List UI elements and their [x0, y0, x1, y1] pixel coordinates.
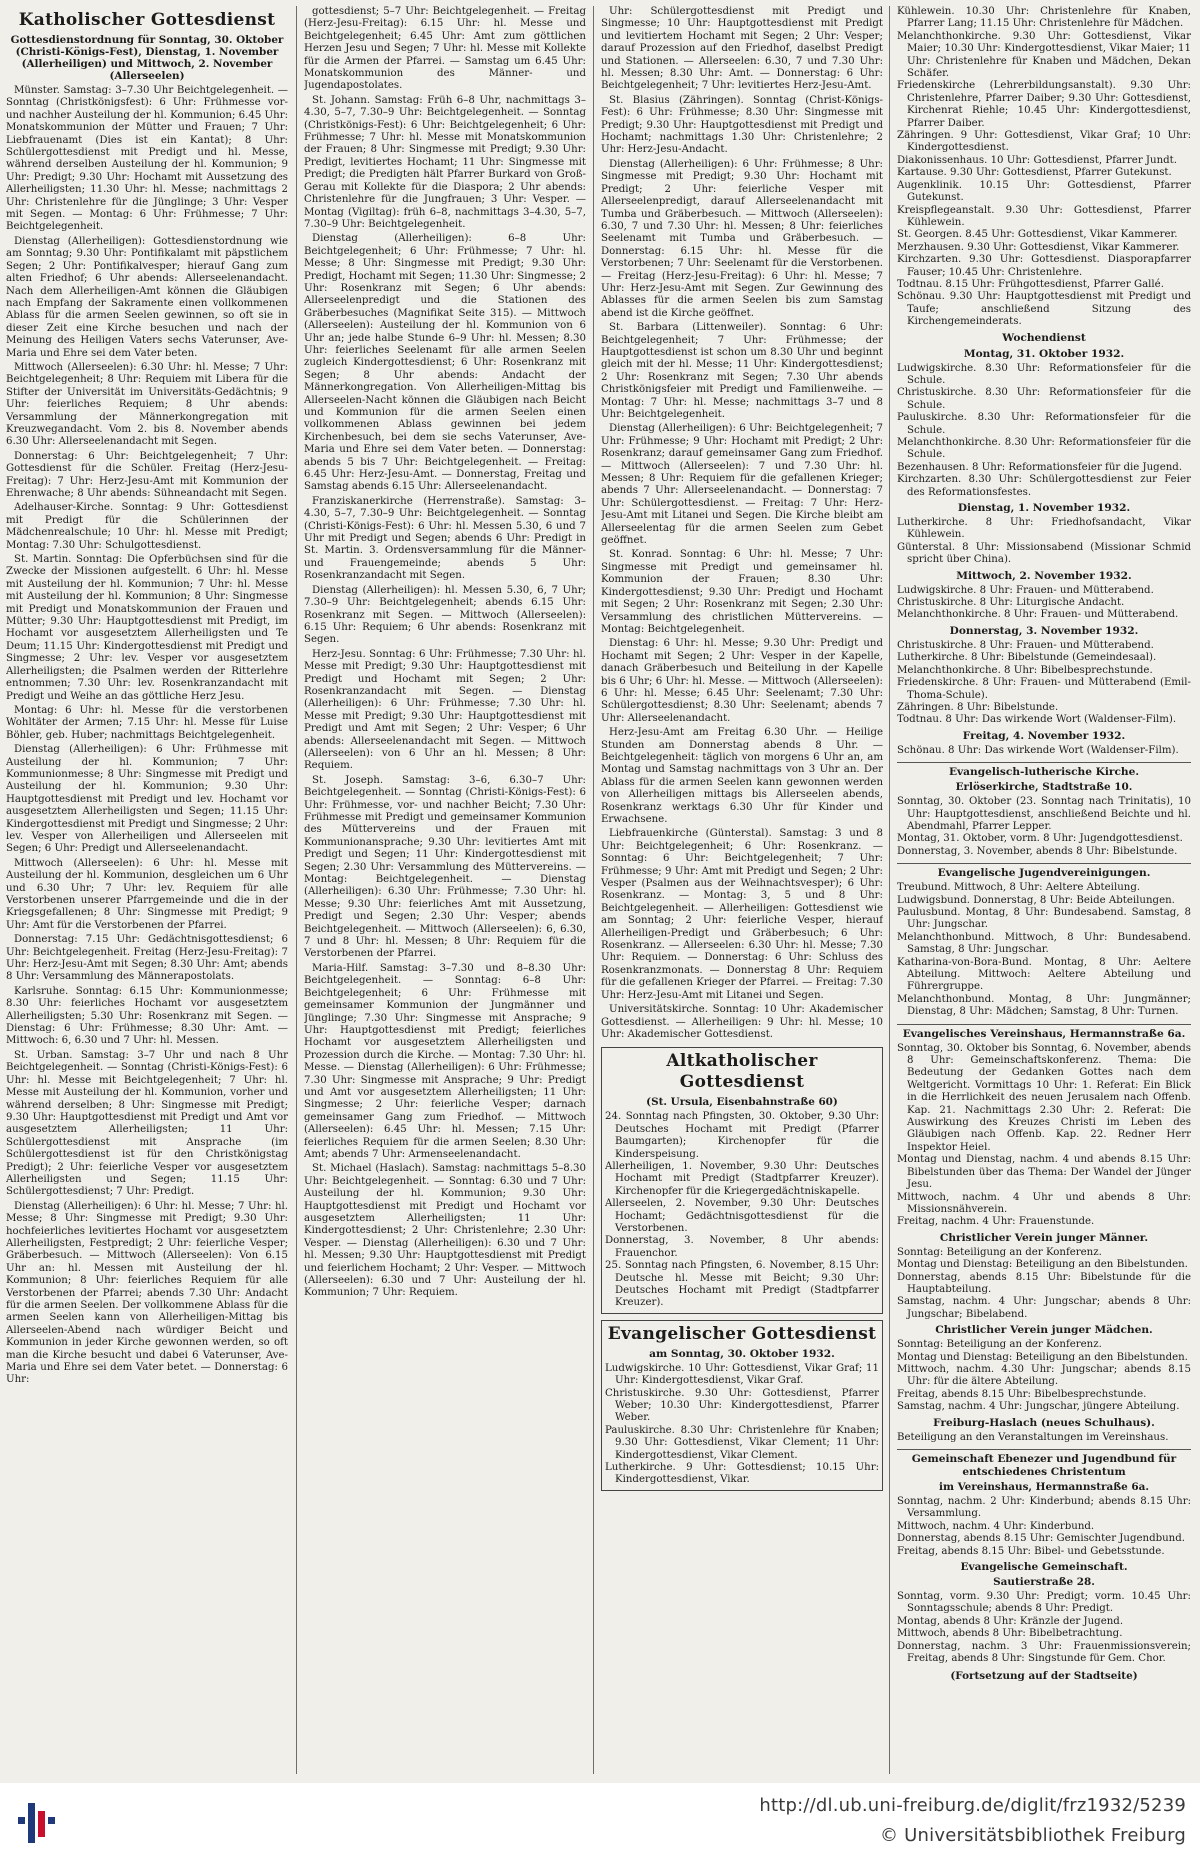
parish-paragraph: Dienstag (Allerheiligen): hl. Messen 5.30, 6, 7 Uhr; 7.30–9 Uhr: Beichtgelegenheit; abends 6.15 Uhr: Rosenkranz mit Segen. — Mittwoch (Allerseelen): 6.15 Uhr: Requiem; 6 Uhr abends: Rosenkranz mit Segen. — [304, 584, 586, 646]
service-entry: Augenklinik. 10.15 Uhr: Gottesdienst, Pfarrer Gutekunst. — [897, 179, 1191, 204]
old-catholic-box — [601, 1047, 883, 1314]
parish-paragraph: St. Barbara (Littenweiler). Sonntag: 6 Uhr: Beichtgelegenheit; 7 Uhr: Frühmesse; der Hauptgottesdienst ist schon um 8.30 Uhr und beginnt gleich mit der hl. Messe; 11 Uhr: Kindergottesdienst; 2 Uhr: Rosenkranz mit Segen; 7.30 Uhr abends Christkönigsfeier mit Predigt und Familienweihe. — Montag: 7 Uhr: hl. Messe; nachmittags 3–7 und 8 Uhr: Beichtgelegenheit. — [601, 322, 883, 420]
service-entry: Mittwoch, nachm. 4 Uhr und abends 8 Uhr: Missionsnähverein. — [897, 1191, 1191, 1215]
logo-block — [38, 1811, 45, 1837]
parish-paragraph: St. Martin. Sonntag: Die Opferbüchsen sind für die Zwecke der Missionen aufgestellt. 6 Uhr: hl. Messe mit Austeilung der hl. Kommunion; 7 Uhr: hl. Messe mit Austeilung der hl. Kommunion; 8 Uhr: Singmesse mit Predigt und Monatskommunion der Frauen und Mütter; 9.30 Uhr: Hauptgottesdienst mit Predigt, im Hochamt vor ausgesetztem Allerheiligsten und Te Deum; 11.15 Uhr: Kindergottesdienst mit Predigt und Singmesse; 2 Uhr: lev. Vesper vor ausgesetztem Allerheiligsten; die Psalmen werden der Ritterlehre entnommen; 7.30 Uhr: lev. Rosenkranzandacht mit Predigt und Weihe an das göttliche Herz Jesu. — [6, 554, 288, 702]
parish-paragraph: Dienstag (Allerheiligen): 6 Uhr: Beichtgelegenheit; 7 Uhr: Frühmesse; 9 Uhr: Hochamt mit Predigt; 2 Uhr: Rosenkranz; darauf gemeinsamer Gang zum Friedhof. — Mittwoch (Allerseelen): 7 und 7.30 Uhr: hl. Messen; 8 Uhr: Requiem für die gefallenen Krieger; abends 7 Uhr: Allerseelenandacht. — Donnerstag: 7 Uhr: Schülergottesdienst. — Freitag: 7 Uhr: Herz-Jesu-Amt mit Litanei und Segen. Die Kirche bleibt am Allerseelentag für die armen Seelen zum Gebet geöffnet. — [601, 423, 883, 547]
service-entry: Friedenskirche. 8 Uhr: Frauen- und Mütterabend (Emil-Thoma-Schule). — [897, 677, 1191, 701]
service-entry: Mittwoch, nachm. 4.30 Uhr: Jungschar; abends 8.15 Uhr: für die ältere Abteilung. — [897, 1363, 1191, 1388]
service-entry: Montag und Dienstag: Beteiligung an den Bibelstunden. — [897, 1259, 1188, 1271]
service-entry: Freitag, abends 8.15 Uhr: Bibelbesprechstunde. — [897, 1388, 1147, 1400]
service-entry: Freitag, nachm. 4 Uhr: Frauenstunde. — [897, 1216, 1095, 1228]
parish-paragraph: Dienstag (Allerheiligen): 6–8 Uhr: Beichtgelegenheit; 6 Uhr: Frühmesse; 7 Uhr: hl. Messe; 8 Uhr: Singmesse mit Predigt; 9.30 Uhr: Predigt, Hochamt mit Segen; 11.30 Uhr: Singmesse; 2 Uhr: Rosenkranz mit Segen; 6 Uhr abends: Allerseelenpredigt und die Stationen des Gräberbesuches (Magnifikat Seite 315). — Mittwoch (Allerseelen): Austeilung der hl. Kommunion von 6 Uhr an; jede halbe Stunde 6–9 Uhr: hl. Messen; 8.30 Uhr: feierliches Seelenamt für alle armen Seelen zugleich Kindergottesdienst; 6 Uhr: Rosenkranz mit Segen; 8 Uhr abends: Andacht der Männerkongregation. Von Allerheiligen-Mittag bis Allerseelen-Nacht können die Gläubigen nach Beicht und Kommunion für die armen Seelen einen vollkommenen Ablass gewinnen bei jedem Kirchenbesuch, bei dem sie sechs Vaterunser, Ave-Maria und Ehre sei dem Vater beten. — Donnerstag: abends 5 bis 7 Uhr: Beichtgelegenheit. — Freitag: 6.45 Uhr: Herz-Jesu-Amt. — Donnerstag, Freitag und Samstag abends 6.15 Uhr: Allerseelenandacht. — [304, 233, 586, 493]
parish-paragraph: Adelhauser-Kirche. Sonntag: 9 Uhr: Gottesdienst mit Predigt für die Schülerinnen der Mädchenrealschule; 10 Uhr: hl. Messe mit Predigt; Montag: 7.30 Uhr: Schulgottesdienst. — [6, 502, 288, 551]
service-entry: Melanchthonkirche. 8 Uhr: Frauen- und Mütterabend. — [897, 609, 1179, 621]
parish-paragraph: Maria-Hilf. Samstag: 3–7.30 und 8–8.30 Uhr: Beichtgelegenheit. — Sonntag: 6–8 Uhr: Beichtgelegenheit; 6 Uhr: Frühmesse mit gemeinsamer Kommunion der Jungmänner und Jünglinge; 7.30 Uhr: Singmesse mit Ansprache; 9 Uhr: Hauptgottesdienst mit Predigt; feierliches Hochamt vor ausgesetztem Allerheiligsten und Prozession durch die Kirche. — Montag: 7.30 Uhr: hl. Messe. — Dienstag (Allerheiligen): 6 Uhr: Frühmesse; 7.30 Uhr: Singmesse mit Ansprache; 9 Uhr: Predigt und Amt vor ausgesetztem Allerheiligsten; 11 Uhr: Singmesse; 2 Uhr: feierliche Vesper; darnach gemeinsamer Gang zum Friedhof. — Mittwoch (Allerseelen): 6.45 Uhr: hl. Messen; 7.15 Uhr: feierliches Requiem für die armen Seelen; 8.30 Uhr: Amt; abends 7 Uhr: Armenseelenandacht. — [304, 962, 586, 1160]
parish-paragraph: Herz-Jesu. Sonntag: 6 Uhr: Frühmesse; 7.30 Uhr: hl. Messe mit Predigt; 9.30 Uhr: Hauptgottesdienst mit Predigt und Hochamt mit Segen; 2 Uhr: Rosenkranzandacht mit Segen. — Dienstag (Allerheiligen): 6 Uhr: Frühmesse; 7.30 Uhr: hl. Messe mit Predigt; 9.30 Uhr: Hauptgottesdienst mit Predigt und Amt mit Segen; 2 Uhr: Vesper; 6 Uhr abends: Allerseelenandacht mit Segen. — Mittwoch (Allerseelen): von 6 Uhr an hl. Messen; 8 Uhr: Requiem. — [304, 648, 586, 772]
service-entry: Schönau. 8 Uhr: Das wirkende Wort (Waldenser-Film). — [897, 744, 1179, 756]
university-library-logo-icon — [16, 1797, 62, 1847]
parish-paragraph: Dienstag (Allerheiligen): 6 Uhr: hl. Messe; 7 Uhr: hl. Messe; 8 Uhr: Singmesse mit Predigt; 9.30 Uhr: hochfeierliches levitiertes Hochamt vor ausgesetztem Allerheiligsten, Festpredigt; 2 Uhr: feierliche Vesper; Gräberbesuch. — Mittwoch (Allerseelen): Von 6.15 Uhr an: hl. Messen mit Austeilung der hl. Kommunion; 8 Uhr: feierliches Requiem für alle Verstorbenen der Pfarrei; abends 7.30 Uhr: Andacht für die armen Seelen. Der vollkommene Ablass für die armen Seelen kann von Allerheiligen-Mittag bis Allerseelen-Abend nach würdiger Beicht und Kommunion in jeder Kirche gewonnen werden, so oft man die Kirche besucht und dabei 6 Vaterunser, Ave-Maria und Ehre sei dem Vater betet. — Donnerstag: 6 Uhr: — [6, 1200, 288, 1386]
youth-heading: Evangelische Jugendvereinigungen. — [897, 863, 1191, 880]
methodist-place: Sautierstraße 28. — [993, 1576, 1095, 1589]
service-entry: Zähringen. 8 Uhr: Bibelstunde. — [897, 701, 1059, 713]
parish-paragraph: Herz-Jesu-Amt am Freitag 6.30 Uhr. — Heilige Stunden am Donnerstag abends 8 Uhr. — Beichtgelegenheit: täglich von morgens 6 Uhr an, am Montag und Samstag nachmittags von 3 Uhr an. Der Ablass für die armen Seelen kann gewonnen werden von Allerheiligen mittags bis Allerseelen abends, Rosenkranz werktags 6.30 Uhr für Kinder und Erwachsene. — [601, 727, 883, 825]
column-rule — [889, 6, 890, 1774]
service-entry: Samstag, nachm. 4 Uhr: Jungschar; abends 8 Uhr: Jungschar; Bibelabend. — [897, 1296, 1191, 1320]
copyright-notice: © Universitätsbibliothek Freiburg — [880, 1825, 1186, 1846]
service-entry: Sonntag, vorm. 9.30 Uhr: Predigt; vorm. 10.45 Uhr: Sonntagsschule; abends 8 Uhr: Predigt. — [897, 1591, 1191, 1615]
service-entry: Kühlewein. 10.30 Uhr: Christenlehre für Knaben, Pfarrer Lang; 11.15 Uhr: Christenlehre für Mädchen. — [897, 6, 1191, 30]
service-entry: Sonntag: Beteiligung an der Konferenz. — [897, 1339, 1102, 1351]
service-entry: Günterstal. 8 Uhr: Missionsabend (Missionar Schmid spricht über China). — [897, 541, 1191, 566]
catholic-service-heading: Katholischer Gottesdienst — [18, 10, 276, 30]
service-entry: Todtnau. 8 Uhr: Das wirkende Wort (Waldenser-Film). — [897, 714, 1177, 726]
service-entry: Christuskirche. 8.30 Uhr: Reformationsfeier für die Schule. — [897, 387, 1191, 411]
service-entry: Donnerstag, abends 8.15 Uhr: Gemischter Jugendbund. — [897, 1533, 1185, 1545]
permalink-url[interactable]: http://dl.ub.uni-freiburg.de/diglit/frz1932/5239 — [759, 1795, 1186, 1816]
service-entry: 24. Sonntag nach Pfingsten, 30. Oktober, 9.30 Uhr: Deutsches Hochamt mit Predigt (Pfarrer Baumgarten); Kirchenopfer für die Kinderspeisung. — [605, 1111, 879, 1160]
service-entry: Sonntag, 30. Oktober (23. Sonntag nach Trinitatis), 10 Uhr: Hauptgottesdienst, anschließend Beichte und hl. Abendmahl, Pfarrer Lepper. — [897, 796, 1191, 832]
service-entry: Lutherkirche. 8 Uhr: Bibelstunde (Gemeindesaal). — [897, 652, 1157, 664]
parish-paragraph: Mittwoch (Allerseelen): 6.30 Uhr: hl. Messe; 7 Uhr: Beichtgelegenheit; 8 Uhr: Requiem mit Libera für die Stifter der Universität im Universitäts-Gedächtnis; 9 Uhr: feierliches Requiem; 8 Uhr abends: Versammlung der Männerkongregation mit Kreuzwegandacht. Vom 2. bis 8. November abends 6.30 Uhr: Allerseelenandacht mit Segen. — [6, 361, 288, 448]
week-date: Montag, 31. Oktober 1932. — [963, 347, 1125, 360]
service-entry: Montag und Dienstag: Beteiligung an den Bibelstunden. — [897, 1351, 1188, 1363]
service-entry: Kirchzarten. 9.30 Uhr: Gottesdienst. Diasporapfarrer Fauser; 10.45 Uhr: Christenlehre. — [897, 254, 1191, 278]
service-entry: Treubund. Mittwoch, 8 Uhr: Aeltere Abteilung. — [897, 882, 1141, 894]
service-entry: Donnerstag, 3. November, abends 8 Uhr: Bibelstunde. — [897, 845, 1178, 857]
logo-block — [28, 1803, 35, 1843]
service-entry: Donnerstag, 3. November, 8 Uhr abends: Frauenchor. — [605, 1235, 879, 1259]
service-entry: Christuskirche. 9.30 Uhr: Gottesdienst, Pfarrer Weber; 10.30 Uhr: Kindergottesdienst, Pfarrer Weber. — [605, 1387, 879, 1424]
service-entry: Melanchthonkirche. 8.30 Uhr: Reformationsfeier für die Schule. — [897, 437, 1191, 461]
parish-paragraph: Mittwoch (Allerseelen): 6 Uhr: hl. Messe mit Austeilung der hl. Kommunion, desgleichen um 6 Uhr und 6.30 Uhr; 7 Uhr: lev. Requiem für alle Verstorbenen unserer Pfarrgemeinde und die in der Kriegsgefallenen; 8 Uhr: Singmesse mit Predigt; 9 Uhr: Amt für die Verstorbenen der Pfarrei. — [6, 857, 288, 931]
service-entry: Pauluskirche. 8.30 Uhr: Christenlehre für Knaben; 9.30 Uhr: Gottesdienst, Vikar Clement; 11 Uhr: Kindergottesdienst, Vikar Clement. — [605, 1424, 879, 1461]
service-entry: Melanchthonkirche. 8 Uhr: Bibelbesprechstunde. — [897, 664, 1153, 676]
parish-paragraph: St. Urban. Samstag: 3–7 Uhr und nach 8 Uhr Beichtgelegenheit. — Sonntag (Christi-Königs-Fest): 6 Uhr: hl. Messe mit Beichtgelegenheit; 7 Uhr: hl. Messe mit Austeilung der hl. Kommunion, vorher und während derselben; 8 Uhr: Singmesse mit Predigt; 9.30 Uhr: Hauptgottesdienst mit Predigt und Amt vor ausgesetztem Allerheiligsten; 11 Uhr: Schülergottesdienst mit Ansprache (im Schülergottesdienst ist für den Christkönigstag Predigt); 2 Uhr: feierliche Vesper vor ausgesetztem Allerheiligsten und Segen; 11.15 Uhr: Schülergottesdienst; 7 Uhr: Predigt. — [6, 1049, 288, 1198]
service-entry: Lutherkirche. 8 Uhr: Friedhofsandacht, Vikar Kühlewein. — [897, 517, 1191, 541]
service-entry: Kreispflegeanstalt. 9.30 Uhr: Gottesdienst, Pfarrer Kühlewein. — [897, 204, 1191, 228]
catholic-service-subtitle: Gottesdienstordnung für Sonntag, 30. Oktober (Christi-Königs-Fest), Dienstag, 1. November (Allerheiligen) und Mittwoch, 2. November (Allerseelen) — [10, 34, 284, 82]
service-entry: Donnerstag, nachm. 3 Uhr: Frauenmissionsverein; Freitag, abends 8 Uhr: Singstunde für Gem. Chor. — [897, 1640, 1191, 1665]
service-entry: Sonntag, 30. Oktober bis Sonntag, 6. November, abends 8 Uhr: Gemeinschaftskonferenz. Thema: Die Bedeutung der Gedanken Gottes nach dem Weltgericht. Vormittags 10 Uhr: 1. Referat: Ein Blick in die Herrlichkeit des neuen Jerusalem nach Offenb. Kap. 21. Nachmittags 2.30 Uhr: 2. Referat: Die Auswirkung des Kreuzes Christi im Leben des Gläubigen nach Offenb. Kap. 22. Redner Herr Inspektor Heiel. — [897, 1042, 1191, 1153]
parish-paragraph: Münster. Samstag: 3–7.30 Uhr Beichtgelegenheit. — Sonntag (Christkönigsfest): 6 Uhr: Frühmesse vor- und nachher Austeilung der hl. Kommunion; 6.45 Uhr: Monatskommunion der Mütter und Frauen; 7 Uhr: Liebfrauenamt (Dies ist ein Kantat); 8 Uhr: Schülergottesdienst mit Predigt und hl. Messe, während derselben Austeilung der hl. Kommunion; 9 Uhr: Predigt; 9.30 Uhr: Hochamt mit Aussetzung des Allerheiligsten; 11.30 Uhr: hl. Messe; nachmittags 2 Uhr: Christenlehre für die Jünglinge; 3 Uhr: Vesper mit Segen. — Montag: 6 Uhr: Frühmesse; 7 Uhr: Beichtgelegenheit. — [6, 85, 288, 233]
protestant-box — [601, 1320, 883, 1491]
old-catholic-place: (St. Ursula, Eisenbahnstraße 60) — [646, 1096, 838, 1109]
parish-paragraph: Franziskanerkirche (Herrenstraße). Samstag: 3–4.30, 5–7, 7.30–9 Uhr: Beichtgelegenheit. — Sonntag (Christi-Königs-Fest): 6 Uhr: hl. Messen 5.30, 6 und 7 Uhr mit Predigt und Segen; abends 6 Uhr: Predigt in St. Martin. 3. Ordensversammlung für die Männer- und Frauengemeinde; abends 5 Uhr: Rosenkranzandacht mit Segen. — [304, 495, 586, 582]
parish-paragraph: St. Blasius (Zähringen). Sonntag (Christ-Königs-Fest): 6 Uhr: Frühmesse; 8.30 Uhr: Singmesse mit Predigt; 9.30 Uhr: Hauptgottesdienst mit Predigt und Hochamt; nachmittags 1.30 Uhr: Christenlehre; 2 Uhr: Herz-Jesu-Andacht. — [601, 94, 883, 156]
parish-paragraph: Liebfrauenkirche (Günterstal). Samstag: 3 und 8 Uhr: Beichtgelegenheit; 6 Uhr: Rosenkranz. — Sonntag: 6 Uhr: Beichtgelegenheit; 7 Uhr: Frühmesse; 9 Uhr: Amt mit Predigt und Segen; 2 Uhr: Vesper (Psalmen aus der Weihnachtsvesper); 6 Uhr: Rosenkranz. — Montag: 3, 5 und 8 Uhr: Beichtgelegenheit. — Allerheiligen: Gottesdienst wie am Sonntag; 2 Uhr: feierliche Vesper, hierauf Allerheiligen-Predigt und Gräberbesuch; 6 Uhr: Rosenkranz. — Allerseelen: 6.30 Uhr: hl. Messe; 7.30 Uhr: Requiem. — Donnerstag: 6 Uhr: Schluss des Rosenkranzmonats. — Donnerstag 8 Uhr: Requiem für die gefallenen Krieger der Pfarrei. — Freitag: 7.30 Uhr: Herz-Jesu-Amt mit Litanei und Segen. — [601, 828, 883, 1001]
service-entry: Bezenhausen. 8 Uhr: Reformationsfeier für die Jugend. — [897, 461, 1183, 473]
service-entry: Pauluskirche. 8.30 Uhr: Reformationsfeier für die Schule. — [897, 412, 1191, 436]
parish-paragraph: Dienstag: 6 Uhr: hl. Messe; 9.30 Uhr: Predigt und Hochamt mit Segen; 2 Uhr: Vesper in der Kapelle, danach Gräberbesuch und Beiteilung in der Kapelle bis 6 Uhr; 6 Uhr: hl. Messe. — Mittwoch (Allerseelen): 6 Uhr: hl. Messe; 6.45 Uhr: Seelenamt; 7.30 Uhr: Schülergottesdienst; 8.30 Uhr: Seelenamt; abends 7 Uhr: Allerseelenandacht. — [601, 638, 883, 724]
service-entry: Christuskirche. 8 Uhr: Frauen- und Mütterabend. — [897, 639, 1154, 651]
service-entry: Merzhausen. 9.30 Uhr: Gottesdienst, Vikar Kammerer. — [897, 241, 1180, 253]
parish-paragraph: St. Johann. Samstag: Früh 6–8 Uhr, nachmittags 3–4.30, 5–7, 7.30–9 Uhr: Beichtgelegenheit. — Sonntag (Christkönigs-Fest): 6 Uhr: Beichtgelegenheit; 6 Uhr: Frühmesse; 7 Uhr: hl. Messe mit Monatskommunion der Frauen; 8 Uhr: Singmesse mit Predigt; 9.30 Uhr: Predigt, levitiertes Hochamt; 11 Uhr: Singmesse mit Predigt; die Predigten hält Pfarrer Burkard von Groß-Gerau mit Kollekte für die Diaspora; 2 Uhr abends: Christenlehre für die Jungfrauen; 3 Uhr: Vesper. — Montag (Vigiltag): früh 6–8, nachmittags 3–4.30, 5–7, 7.30–9 Uhr: Beichtgelegenheit. — [304, 94, 586, 230]
service-entry: Lutherkirche. 9 Uhr: Gottesdienst; 10.15 Uhr: Kindergottesdienst, Vikar. — [605, 1462, 879, 1486]
vereinshaus-heading: Evangelisches Vereinshaus, Hermannstraße 6a. — [897, 1024, 1191, 1041]
service-entry: Zähringen. 9 Uhr: Gottesdienst, Vikar Graf; 10 Uhr: Kindergottesdienst. — [897, 130, 1191, 154]
service-entry: Sonntag, nachm. 2 Uhr: Kinderbund; abends 8.15 Uhr: Versammlung. — [897, 1496, 1191, 1520]
column-3 — [601, 6, 883, 1774]
service-entry: Melanchthonbund. Mittwoch, 8 Uhr: Bundesabend. Samstag, 8 Uhr: Jungschar. — [897, 931, 1191, 956]
service-entry: Kirchzarten. 8.30 Uhr: Schülergottesdienst zur Feier des Reformationsfestes. — [897, 474, 1191, 498]
service-entry: Mittwoch, nachm. 4 Uhr: Kinderbund. — [897, 1520, 1095, 1532]
parish-paragraph: Dienstag (Allerheiligen): Gottesdienstordnung wie am Sonntag; 9.30 Uhr: Pontifikalamt mit päpstlichem Segen; 2 Uhr: Pontifikalvesper; hierauf Gang zum alten Friedhof; 6 Uhr abends: Allerseelenandacht. Nach dem Allerheiligen-Amt können die Gläubigen nach Empfang der Sakramente einen vollkommenen Ablass für die armen Seelen gewinnen, so oft sie in dieser Zeit eine Kirche besuchen und nach der Meinung des Heiligen Vaters sechs Vaterunser, Ave-Maria und Ehre sei dem Vater beten. — [6, 235, 288, 359]
column-4 — [897, 6, 1191, 1774]
logo-block — [18, 1817, 25, 1824]
service-entry: Diakonissenhaus. 10 Uhr: Gottesdienst, Pfarrer Jundt. — [897, 154, 1177, 166]
service-entry: Allerseelen, 2. November, 9.30 Uhr: Deutsches Hochamt; Gedächtnisgottesdienst für die Verstorbenen. — [605, 1198, 879, 1234]
service-entry: Schönau. 9.30 Uhr: Hauptgottesdienst mit Predigt und Taufe; anschließend Sitzung des Kirchengemeinderats. — [897, 291, 1191, 328]
parish-paragraph: Donnerstag: 6 Uhr: Beichtgelegenheit; 7 Uhr: Gottesdienst für die Schüler. Freitag (Herz-Jesu-Freitag): 7 Uhr: Herz-Jesu-Amt mit Kommunion der Ehrenwache; 8 Uhr abends: Sühneandacht mit Segen. — [6, 450, 288, 499]
lutheran-heading: Evangelisch-lutherische Kirche. — [897, 762, 1191, 779]
service-entry: Paulusbund. Montag, 8 Uhr: Bundesabend. Samstag, 8 Uhr: Jungschar. — [897, 906, 1191, 931]
ec-heading: Gemeinschaft Ebenezer und Jugendbund für entschiedenes Christentum — [897, 1449, 1191, 1479]
service-entry: Ludwigsbund. Donnerstag, 8 Uhr: Beide Abteilungen. — [897, 894, 1175, 906]
service-entry: Montag, 31. Oktober, vorm. 8 Uhr: Jugendgottesdienst. — [897, 833, 1183, 845]
parish-paragraph: St. Konrad. Sonntag: 6 Uhr: hl. Messe; 7 Uhr: Singmesse mit Predigt und gemeinsamer hl. Kommunion der Frauen; 8.30 Uhr: Kindergottesdienst; 9.30 Uhr: Predigt und Hochamt mit Segen; 2 Uhr: Rosenkranz mit Segen; 2.30 Uhr: Versammlung des christlichen Müttervereins. — Montag: Beichtgelegenheit. — [601, 549, 883, 635]
service-entry: Melanchthonbund. Montag, 8 Uhr: Jungmänner; Dienstag, 8 Uhr: Mädchen; Samstag, 8 Uhr: Turnen. — [897, 993, 1191, 1018]
parish-paragraph: St. Joseph. Samstag: 3–6, 6.30–7 Uhr: Beichtgelegenheit. — Sonntag (Christi-Königs-Fest): 6 Uhr: Frühmesse, vor- und nachher Beicht; 7.30 Uhr: Frühmesse mit Predigt und gemeinsamer Kommunion des Müttervereins und der Frauen mit Kommunionansprache; 9.30 Uhr: levitiertes Amt mit Predigt und Segen; 11 Uhr: Kindergottesdienst mit Segen; 2.30 Uhr: Versammlung des Müttervereins. — Montag: Beichtgelegenheit. — Dienstag (Allerheiligen): 6.30 Uhr: Frühmesse; 7.30 Uhr: hl. Messe; 9.30 Uhr: feierliches Amt mit Aussetzung, Predigt und Segen; 2.30 Uhr: Vesper; abends Beichtgelegenheit. — Mittwoch (Allerseelen): 6, 6.30, 7 und 8 Uhr: hl. Messen; 8 Uhr: Requiem für die Verstorbenen der Pfarrei. — [304, 774, 586, 960]
parish-paragraph: Montag: 6 Uhr: hl. Messe für die verstorbenen Wohltäter der Armen; 7.15 Uhr: hl. Messe für Luise Böhler, geb. Huber; nachmittags Beichtgelegenheit. — [6, 704, 288, 741]
week-heading: Wochendienst — [1002, 331, 1086, 344]
lutheran-place: Erlöserkirche, Stadtstraße 10. — [955, 781, 1133, 794]
logo-block — [48, 1817, 55, 1824]
week-date: Dienstag, 1. November 1932. — [957, 502, 1131, 515]
service-entry: Todtnau. 8.15 Uhr: Frühgottesdienst, Pfarrer Gallé. — [897, 278, 1164, 290]
service-entry: Montag und Dienstag, nachm. 4 und abends 8.15 Uhr: Bibelstunden über das Thema: Der Wandel der Jünger Jesu. — [897, 1154, 1191, 1191]
parish-paragraph: gottesdienst; 5–7 Uhr: Beichtgelegenheit. — Freitag (Herz-Jesu-Freitag): 6.15 Uhr: hl. Messe und Beichtgelegenheit; 6.45 Uhr: Amt zum göttlichen Herzen Jesu und Segen; 7 Uhr: hl. Messe mit Kollekte für die Armen der Pfarrei. — Samstag um 6.45 Uhr: Monatskommunion des Männer- und Jugendapostolates. — [304, 6, 586, 92]
week-date: Donnerstag, 3. November 1932. — [949, 624, 1139, 637]
column-rule — [593, 6, 594, 1774]
service-entry: Donnerstag, abends 8.15 Uhr: Bibelstunde für die Hauptabteilung. — [897, 1271, 1191, 1295]
service-entry: Ludwigskirche. 8 Uhr: Frauen- und Mütterabend. — [897, 584, 1154, 596]
service-entry: Freitag, abends 8.15 Uhr: Bibel- und Gebetsstunde. — [897, 1545, 1165, 1557]
service-entry: Samstag, nachm. 4 Uhr: Jungschar, jüngere Abteilung. — [897, 1401, 1180, 1413]
service-entry: Christuskirche. 8 Uhr: Liturgische Andacht. — [897, 597, 1125, 609]
service-entry: Mittwoch, abends 8 Uhr: Bibelbetrachtung. — [897, 1628, 1123, 1640]
parish-paragraph: Dienstag (Allerheiligen): 6 Uhr: Frühmesse; 8 Uhr: Singmesse mit Predigt; 9.30 Uhr: Hochamt mit Predigt; 2 Uhr: feierliche Vesper mit Allerseelenpredigt, darauf Allerseelenandacht mit Tumba und Gräberbesuch. — Mittwoch (Allerseelen): 6.30, 7 und 7.30 Uhr: hl. Messen; 8 Uhr: feierliches Seelenamt mit Tumba und Gräberbesuch. — Donnerstag: 6.15 Uhr: hl. Messe für die Verstorbenen; 7 Uhr: Seelenamt für die Verstorbenen. — Freitag (Herz-Jesu-Freitag): 6 Uhr: hl. Messe; 7 Uhr: Herz-Jesu-Amt mit Segen. Zur Gewinnung des Ablasses für die armen Seelen bis zum Samstag abend ist die Kirche geöffnet. — [601, 158, 883, 319]
service-entry: Friedenskirche (Lehrerbildungsanstalt). 9.30 Uhr: Christenlehre, Pfarrer Daiber; 9.30 Uhr: Gottesdienst, Kirchenrat Riehle; 10.45 Uhr: Kindergottesdienst, Pfarrer Daiber. — [897, 80, 1191, 129]
service-entry: Allerheiligen, 1. November, 9.30 Uhr: Deutsches Hochamt mit Predigt (Stadtpfarrer Kreuzer). Kirchenopfer für die Kriegergedächtniskapelle. — [605, 1160, 879, 1197]
parish-paragraph: Donnerstag: 7.15 Uhr: Gedächtnisgottesdienst; 6 Uhr: Beichtgelegenheit. Freitag (Herz-Jesu-Freitag): 7 Uhr: Herz-Jesu-Amt mit Segen; 8.30 Uhr: Amt; abends 8 Uhr: Versammlung des Männerapostolats. — [6, 934, 288, 983]
parish-paragraph: Universitätskirche. Sonntag: 10 Uhr: Akademischer Gottesdienst. — Allerheiligen: 9 Uhr: hl. Messe; 10 Uhr: Akademischer Gottesdienst. — [601, 1004, 883, 1040]
continuation-note: (Fortsetzung auf der Stadtseite) — [950, 1670, 1138, 1683]
parish-paragraph: Karlsruhe. Sonntag: 6.15 Uhr: Kommunionmesse; 8.30 Uhr: feierliches Hochamt vor ausgesetztem Allerheiligsten; 5.30 Uhr: Rosenkranz mit Segen. — Dienstag: 6 Uhr: Frühmesse; 8.30 Uhr: Amt. — Mittwoch: 6, 6.30 und 7 Uhr: hl. Messen. — [6, 985, 288, 1047]
service-entry: St. Georgen. 8.45 Uhr: Gottesdienst, Vikar Kammerer. — [897, 229, 1178, 241]
women-heading: Christlicher Verein junger Mädchen. — [935, 1324, 1153, 1337]
methodist-heading: Evangelische Gemeinschaft. — [960, 1561, 1128, 1574]
parish-paragraph: St. Michael (Haslach). Samstag: nachmittags 5–8.30 Uhr: Beichtgelegenheit. — Sonntag: 6.30 und 7 Uhr: Austeilung der hl. Kommunion; 9.30 Uhr: Hauptgottesdienst mit Predigt und Hochamt vor ausgesetztem Allerheiligsten; 11 Uhr: Kindergottesdienst; 2 Uhr: Christenlehre; 2.30 Uhr: Vesper. — Dienstag (Allerheiligen): 6.30 und 7 Uhr: hl. Messen; 9.30 Uhr: Hauptgottesdienst mit Predigt und feierlichem Hochamt; 2 Uhr: Vesper. — Mittwoch (Allerseelen): 6.30 und 7 Uhr: Austeilung der hl. Kommunion; 7 Uhr: Requiem. — [304, 1163, 586, 1299]
week-date: Mittwoch, 2. November 1932. — [956, 569, 1132, 582]
service-entry: Katharina-von-Bora-Bund. Montag, 8 Uhr: Aeltere Abteilung. Mittwoch: Aeltere Abteilung und Führergruppe. — [897, 956, 1191, 993]
old-catholic-heading: Altkatholischer Gottesdienst — [666, 1051, 818, 1093]
parish-paragraph: Uhr: Schülergottesdienst mit Predigt und Singmesse; 10 Uhr: Hauptgottesdienst mit Predigt und levitiertem Hochamt mit Segen; 2 Uhr: Vesper; darauf Prozession auf den Friedhof, daselbst Predigt und Stationen. — Allerseelen: 6.30, 7 und 7.30 Uhr: hl. Messen; 8.30 Uhr: Amt. — Donnerstag: 6 Uhr: Beichtgelegenheit; 7 Uhr: levitiertes Herz-Jesu-Amt. — [601, 6, 883, 92]
haslach-heading: Freiburg-Haslach (neues Schulhaus). — [933, 1416, 1155, 1429]
service-entry: Ludwigskirche. 10 Uhr: Gottesdienst, Vikar Graf; 11 Uhr: Kindergottesdienst, Vikar Graf. — [605, 1362, 879, 1387]
ec-place: im Vereinshaus, Hermannstraße 6a. — [939, 1481, 1149, 1493]
service-entry: Sonntag: Beteiligung an der Konferenz. — [897, 1246, 1102, 1258]
service-entry: 25. Sonntag nach Pfingsten, 6. November, 8.15 Uhr: Deutsche hl. Messe mit Beicht; 9.30 Uhr: Deutsches Hochamt mit Predigt (Stadtpfarrer Kreuzer). — [605, 1260, 879, 1309]
week-date: Freitag, 4. November 1932. — [962, 729, 1126, 742]
service-entry: Beteiligung an den Veranstaltungen im Vereinshaus. — [897, 1431, 1169, 1443]
service-entry: Melanchthonkirche. 9.30 Uhr: Gottesdienst, Vikar Maier; 10.30 Uhr: Kindergottesdienst, Vikar Maier; 11 Uhr: Christenlehre für Knaben und Mädchen, Dekan Schäfer. — [897, 30, 1191, 80]
parish-paragraph: Dienstag (Allerheiligen): 6 Uhr: Frühmesse mit Austeilung der hl. Kommunion; 7 Uhr: Kommunionmesse; 8 Uhr: Singmesse mit Predigt und Austeilung der hl. Kommunion; 9.30 Uhr: Hauptgottesdienst mit Predigt und lev. Hochamt vor ausgesetztem Allerheiligsten und Segen; 11.15 Uhr: Kindergottesdienst mit Predigt und Singmesse; 2 Uhr: lev. Vesper von Allerheiligen und Allerseelen mit Segen; 6 Uhr: Predigt und Allerseelenandacht. — [6, 744, 288, 855]
library-footer — [0, 1783, 1200, 1859]
men-heading: Christlicher Verein junger Männer. — [939, 1231, 1149, 1244]
service-entry: Kartause. 9.30 Uhr: Gottesdienst, Pfarrer Gutekunst. — [897, 167, 1172, 179]
service-entry: Montag, abends 8 Uhr: Kränzle der Jugend. — [897, 1615, 1124, 1627]
column-rule — [296, 6, 297, 1774]
service-entry: Ludwigskirche. 8.30 Uhr: Reformationsfeier für die Schule. — [897, 362, 1191, 386]
protestant-date: am Sonntag, 30. Oktober 1932. — [649, 1347, 835, 1360]
column-1 — [6, 6, 288, 1774]
protestant-heading: Evangelischer Gottesdienst — [607, 1323, 877, 1344]
column-2 — [304, 6, 586, 1774]
